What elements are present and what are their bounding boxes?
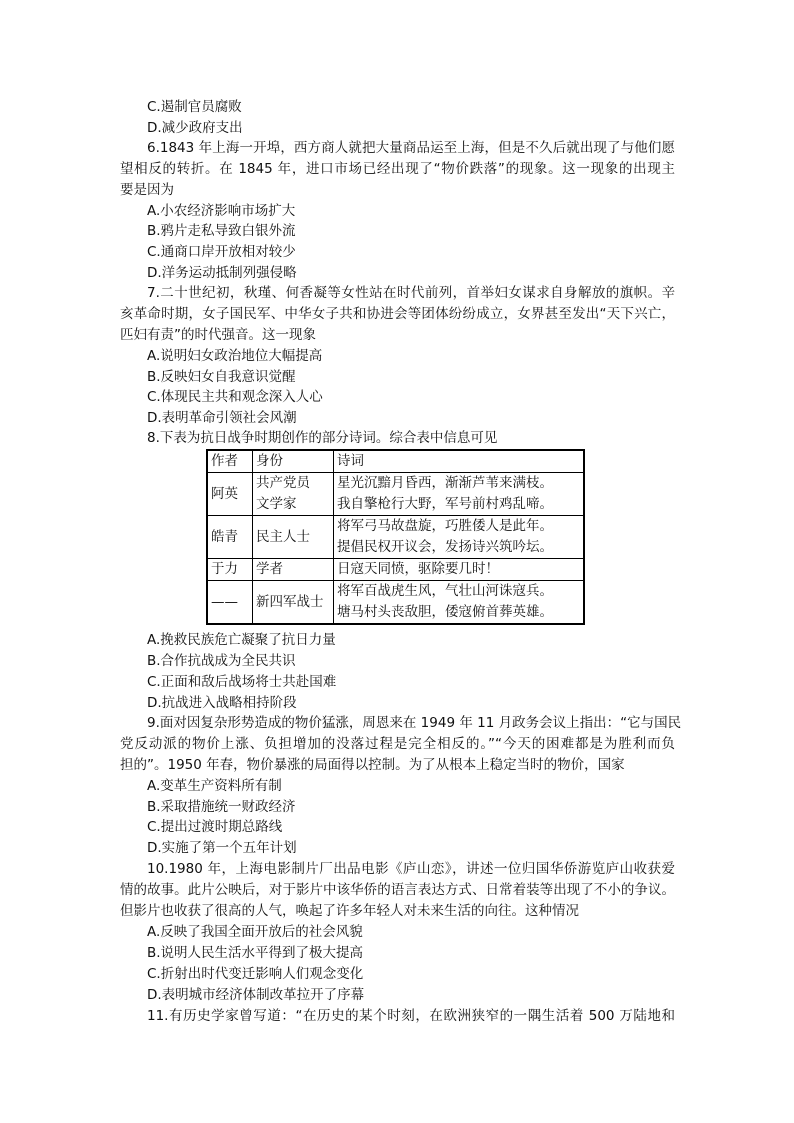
table-header-row xyxy=(207,450,584,473)
q6-stem-line-2: 望相反的转折。在 1845 年，进口市场已经出现了“物价跌落”的现象。这一现象的出现主 xyxy=(120,161,675,177)
poem-cell: 日寇天同愤，驱除要几时！ xyxy=(334,559,585,581)
poem-cell xyxy=(334,581,585,625)
q10-option-c: C.折射出时代变迁影响人们观念变化 xyxy=(147,966,364,982)
q9-stem-line-1: 9.面对因复杂形势造成的物价猛涨，周恩来在 1949 年 11 月政务会议上指出：“它与国民 xyxy=(147,715,682,731)
poem-line: 将军弓马故盘旋，巧胜倭人是此年。 xyxy=(337,518,553,534)
q8-option-a: A.挽救民族危亡凝聚了抗日力量 xyxy=(147,632,336,648)
identity-cell: 民主人士 xyxy=(253,516,334,559)
q10-option-b: B.说明人民生活水平得到了极大提高 xyxy=(147,945,364,961)
poem-line: 星光沉黯月昏西，渐渐芦苇来满枝。 xyxy=(337,475,553,491)
poem-line: 塘马村头丧敌胆，倭寇俯首葬英雄。 xyxy=(337,604,553,620)
table-row xyxy=(207,473,584,516)
q10-stem-line-3: 但影片也收获了很高的人气，唤起了许多年轻人对未来生活的向往。这种情况 xyxy=(120,903,579,919)
header-identity: 身份 xyxy=(253,450,334,473)
author-cell: 皓青 xyxy=(207,516,253,559)
q7-option-c: C.体现民主共和观念深入人心 xyxy=(147,389,323,405)
identity-cell: 学者 xyxy=(253,559,334,581)
identity-line: 文学家 xyxy=(256,496,297,512)
q7-stem-line-2: 亥革命时期，女子国民军、中华女子共和协进会等团体纷纷成立，女界甚至发出“天下兴亡， xyxy=(120,306,675,322)
q9-option-c: C.提出过渡时期总路线 xyxy=(147,819,283,835)
poetry-table xyxy=(206,449,585,625)
q8-option-b: B.合作抗战成为全民共识 xyxy=(147,653,296,669)
q9-option-b: B.采取措施统一财政经济 xyxy=(147,799,296,815)
q10-option-d: D.表明城市经济体制改革拉开了序幕 xyxy=(147,987,365,1003)
q7-stem-line-1: 7.二十世纪初，秋瑾、何香凝等女性站在时代前列，首举妇女谋求自身解放的旗帜。辛 xyxy=(147,285,675,301)
author-cell: 阿英 xyxy=(207,473,253,516)
identity-cell: 新四军战士 xyxy=(253,581,334,625)
q6-option-a: A.小农经济影响市场扩大 xyxy=(147,203,296,219)
q6-stem-line-1: 6.1843 年上海一开埠，西方商人就把大量商品运至上海，但是不久后就出现了与他们愿 xyxy=(147,140,675,156)
table-row xyxy=(207,581,584,625)
q9-stem-line-2: 党反动派的物价上涨、负担增加的没落过程是完全相反的。”“今天的困难都是为胜利而负 xyxy=(120,736,675,752)
identity-line: 共产党员 xyxy=(256,475,310,491)
q10-stem-line-1: 10.1980 年，上海电影制片厂出品电影《庐山恋》，讲述一位归国华侨游览庐山收获爱 xyxy=(147,861,675,877)
author-cell: 于力 xyxy=(207,559,253,581)
q10-option-a: A.反映了我国全面开放后的社会风貌 xyxy=(147,924,363,940)
table-row xyxy=(207,559,584,581)
q6-option-c: C.通商口岸开放相对较少 xyxy=(147,244,296,260)
poem-cell xyxy=(334,473,585,516)
q10-stem-line-2: 情的故事。此片公映后，对于影片中该华侨的语言表达方式、日常着装等出现了不小的争议。 xyxy=(120,882,675,898)
q5-option-c: C.遏制官员腐败 xyxy=(147,99,242,115)
poem-cell xyxy=(334,516,585,559)
q8-stem: 8.下表为抗日战争时期创作的部分诗词。综合表中信息可见 xyxy=(147,430,498,446)
q6-option-d: D.洋务运动抵制列强侵略 xyxy=(147,265,297,281)
poem-line: 提倡民权开议会，发扬诗兴筑吟坛。 xyxy=(337,539,553,555)
header-author: 作者 xyxy=(207,450,253,473)
q8-option-d: D.抗战进入战略相持阶段 xyxy=(147,695,297,711)
q5-option-d: D.减少政府支出 xyxy=(147,120,243,136)
q7-option-d: D.表明革命引领社会风潮 xyxy=(147,410,297,426)
q11-stem-line-1: 11.有历史学家曾写道：“在历史的某个时刻，在欧洲狭窄的一隅生活着 500 万陆地和 xyxy=(147,1008,675,1024)
table-row xyxy=(207,516,584,559)
author-cell: —— xyxy=(207,581,253,625)
q9-stem-line-3: 担的”。1950 年春，物价暴涨的局面得以控制。为了从根本上稳定当时的物价，国家 xyxy=(120,757,625,773)
q7-stem-line-3: 匹妇有责”的时代强音。这一现象 xyxy=(120,327,316,343)
q7-option-b: B.反映妇女自我意识觉醒 xyxy=(147,369,296,385)
q9-option-d: D.实施了第一个五年计划 xyxy=(147,840,297,856)
poem-line: 将军百战虎生风，气壮山河诛寇兵。 xyxy=(337,583,553,599)
q7-option-a: A.说明妇女政治地位大幅提高 xyxy=(147,348,323,364)
q9-option-a: A.变革生产资料所有制 xyxy=(147,778,282,794)
poem-line: 我自擎枪行大野，军号前村鸡乱啼。 xyxy=(337,496,553,512)
q6-stem-line-3: 要是因为 xyxy=(120,182,174,198)
header-poem: 诗词 xyxy=(334,450,585,473)
q6-option-b: B.鸦片走私导致白银外流 xyxy=(147,223,296,239)
q8-option-c: C.正面和敌后战场将士共赴国难 xyxy=(147,674,337,690)
identity-cell xyxy=(253,473,334,516)
